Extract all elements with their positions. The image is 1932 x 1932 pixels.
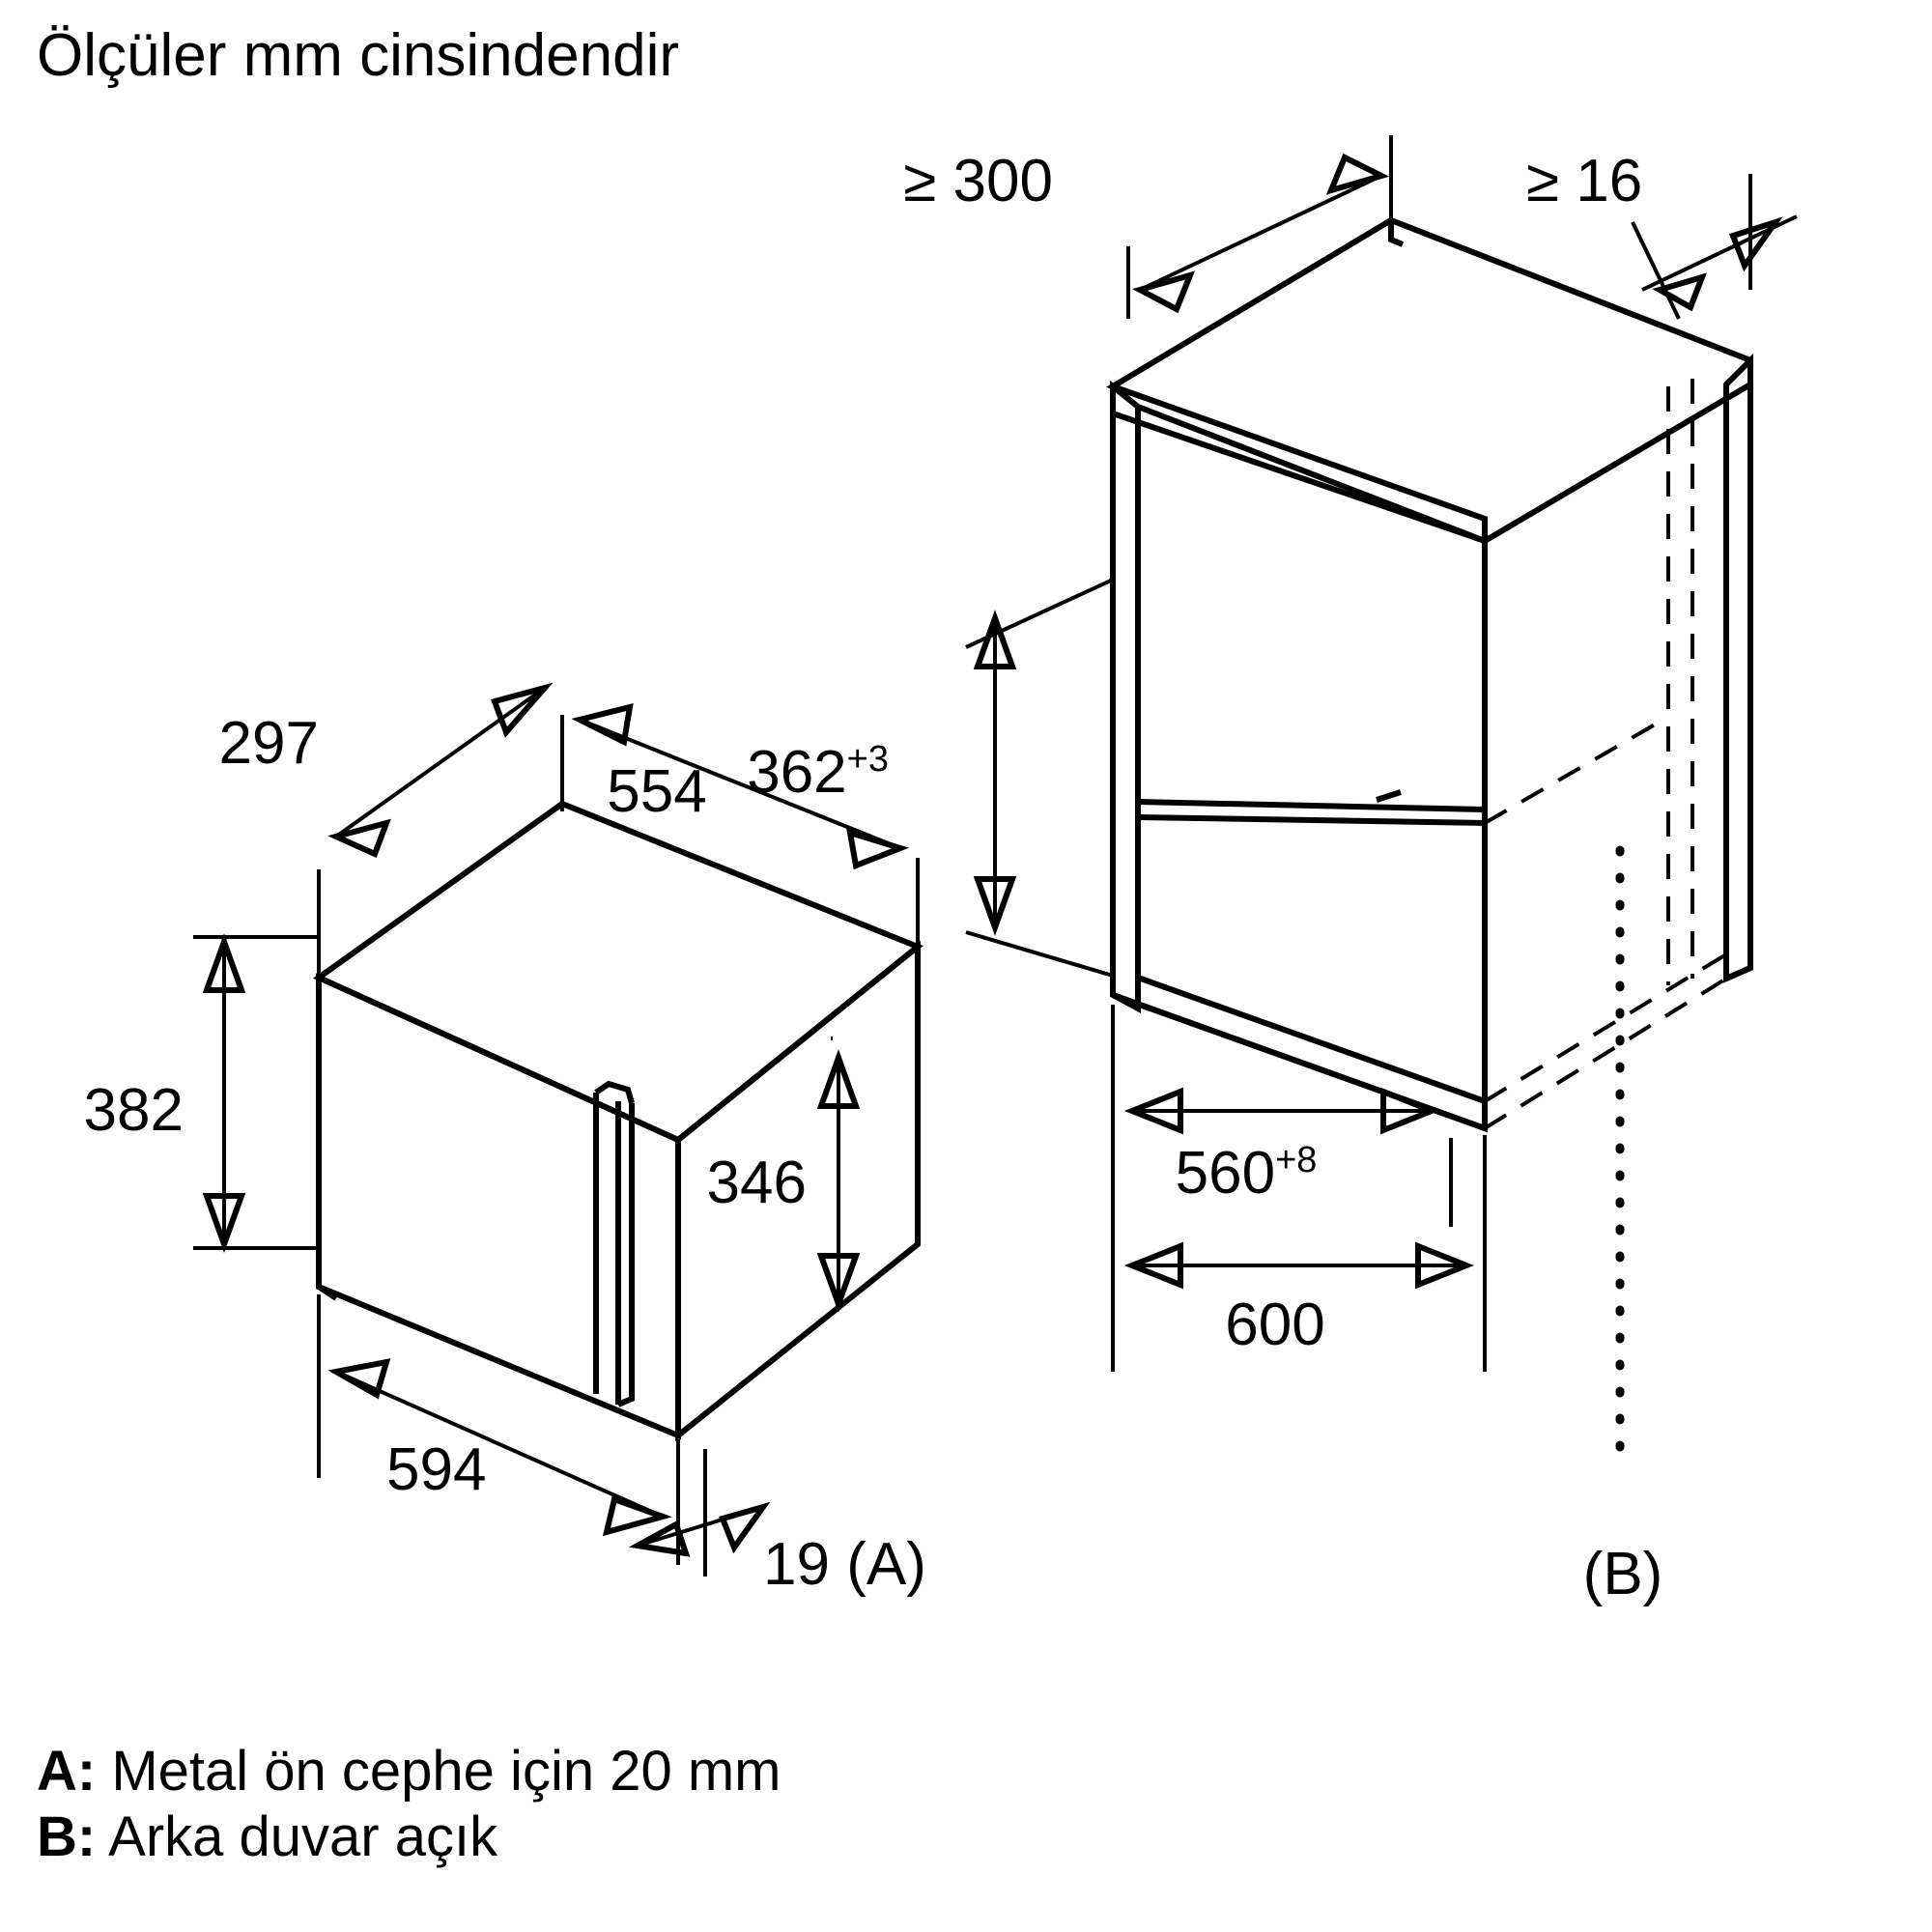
- label-height-346: 346: [706, 1150, 807, 1216]
- legend-key-b: B: [37, 1805, 77, 1869]
- legend-text-a: Metal ön cephe için 20 mm: [111, 1740, 781, 1803]
- page-title: Ölçüler mm cinsindendir: [37, 22, 679, 89]
- legend-separator-b: :: [76, 1805, 97, 1869]
- label-width-554: 554: [607, 758, 707, 825]
- label-clearance-top: ≥ 300: [903, 148, 1053, 214]
- legend-separator-a: :: [76, 1740, 97, 1803]
- legend-key-a: A: [37, 1740, 77, 1803]
- legend-item-a: [37, 1739, 781, 1804]
- appliance-drawing: [319, 804, 918, 1435]
- label-back-wall-b: (B): [1582, 1541, 1663, 1607]
- label-depth-297: 297: [218, 710, 319, 777]
- legend-text-b: Arka duvar açık: [108, 1805, 498, 1869]
- label-width-594: 594: [386, 1436, 487, 1503]
- legend-item-b: [37, 1804, 781, 1870]
- label-niche-height-362: $362^{+3}$: [747, 739, 889, 806]
- label-wall-thickness: ≥ 16: [1526, 148, 1643, 214]
- label-height-382: 382: [83, 1077, 184, 1144]
- label-cabinet-width-600: 600: [1225, 1292, 1325, 1358]
- appliance-dimension-lines: [193, 688, 918, 1577]
- niche-dimension-lines: [966, 135, 1797, 1372]
- legend-block: [37, 1739, 781, 1871]
- label-niche-width-560: $560^{+8}$: [1175, 1140, 1318, 1207]
- label-projection-19a: 19 (A): [763, 1531, 926, 1598]
